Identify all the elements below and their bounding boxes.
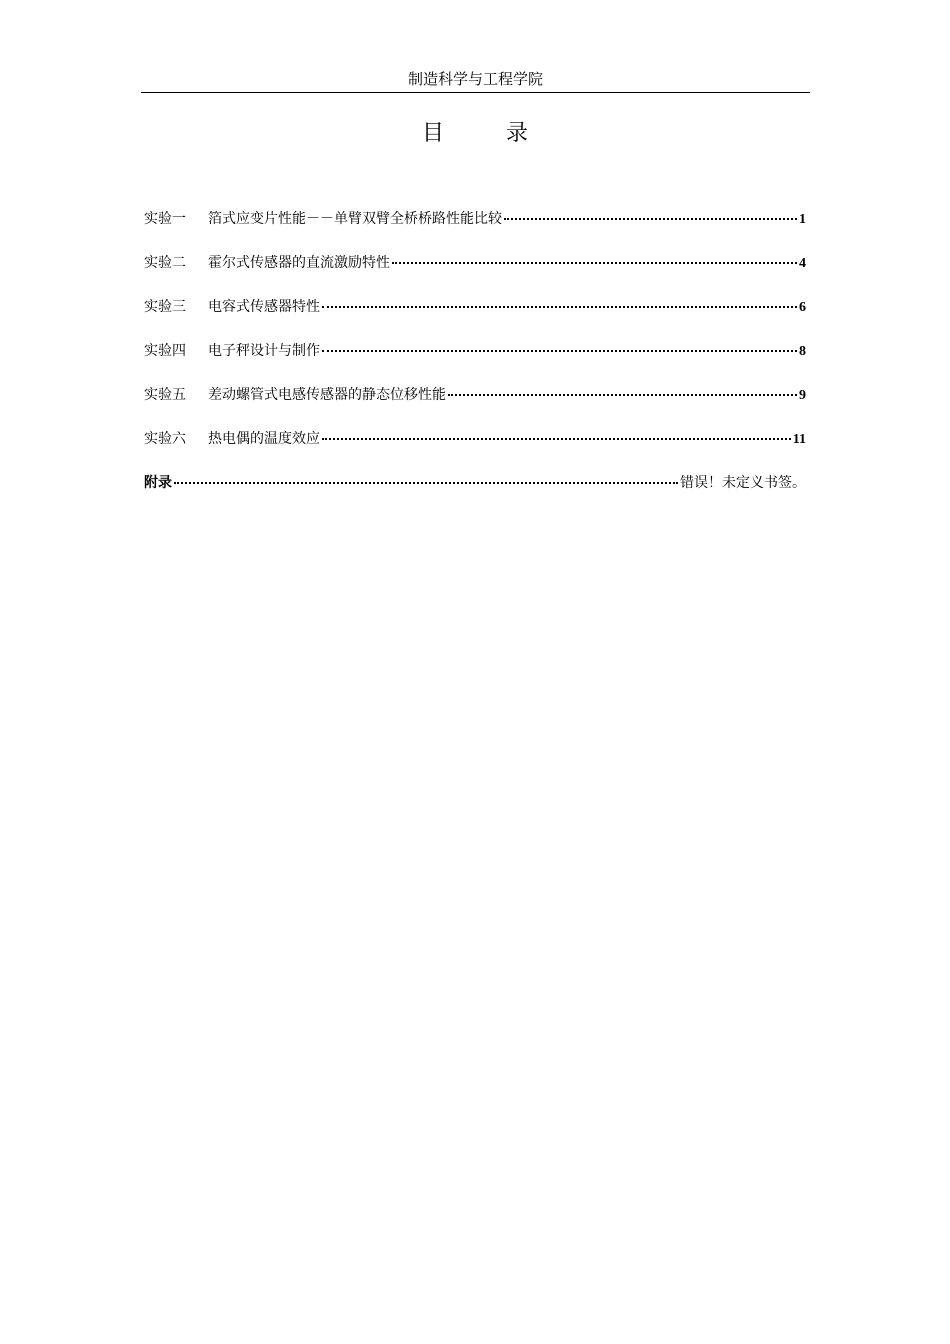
toc-entry-title: 差动螺管式电感传感器的静态位移性能 — [208, 387, 446, 403]
page-header — [141, 68, 810, 93]
toc-entry-6[interactable] — [144, 428, 806, 472]
toc-entry-title: 热电偶的温度效应 — [208, 431, 320, 447]
header-title: 制造科学与工程学院 — [407, 70, 543, 88]
toc-entry-number: 实验二 — [144, 255, 186, 271]
toc-appendix-page: 错误！未定义书签。 — [680, 475, 806, 491]
toc-entry-1[interactable] — [144, 208, 806, 252]
toc-entry-page: 1 — [799, 212, 806, 227]
toc-title: 目录 — [421, 121, 590, 146]
toc-entry-number: 实验四 — [144, 343, 186, 359]
toc-entry-5[interactable] — [144, 384, 806, 428]
toc-entry-page: 4 — [799, 256, 806, 271]
toc-entry-title: 霍尔式传感器的直流激励特性 — [208, 255, 390, 271]
toc-leader-dots — [174, 482, 678, 484]
toc-entry-number: 实验六 — [144, 431, 186, 447]
toc-entry-2[interactable] — [144, 252, 806, 296]
toc-entry-page: 6 — [799, 300, 806, 315]
toc-entry-3[interactable] — [144, 296, 806, 340]
toc-appendix-title: 附录 — [144, 475, 172, 491]
toc-entry-page: 8 — [799, 344, 806, 359]
toc-entry-title: 箔式应变片性能－－单臂双臂全桥桥路性能比较 — [208, 211, 502, 227]
toc-entry-appendix[interactable] — [144, 472, 806, 516]
toc-entry-title: 电子秤设计与制作 — [208, 343, 320, 359]
toc-entry-4[interactable] — [144, 340, 806, 384]
toc-leader-dots — [322, 306, 797, 308]
toc-entry-title: 电容式传感器特性 — [208, 299, 320, 315]
toc-entry-page: 11 — [792, 432, 806, 447]
toc-entry-number: 实验一 — [144, 211, 186, 227]
toc-leader-dots — [322, 438, 791, 440]
toc-entry-number: 实验三 — [144, 299, 186, 315]
toc-leader-dots — [392, 262, 797, 264]
toc-entry-number: 实验五 — [144, 387, 186, 403]
toc-entry-page: 9 — [799, 388, 806, 403]
toc-list — [144, 208, 806, 516]
toc-leader-dots — [448, 394, 797, 396]
toc-leader-dots — [322, 350, 797, 352]
toc-leader-dots — [504, 218, 797, 220]
